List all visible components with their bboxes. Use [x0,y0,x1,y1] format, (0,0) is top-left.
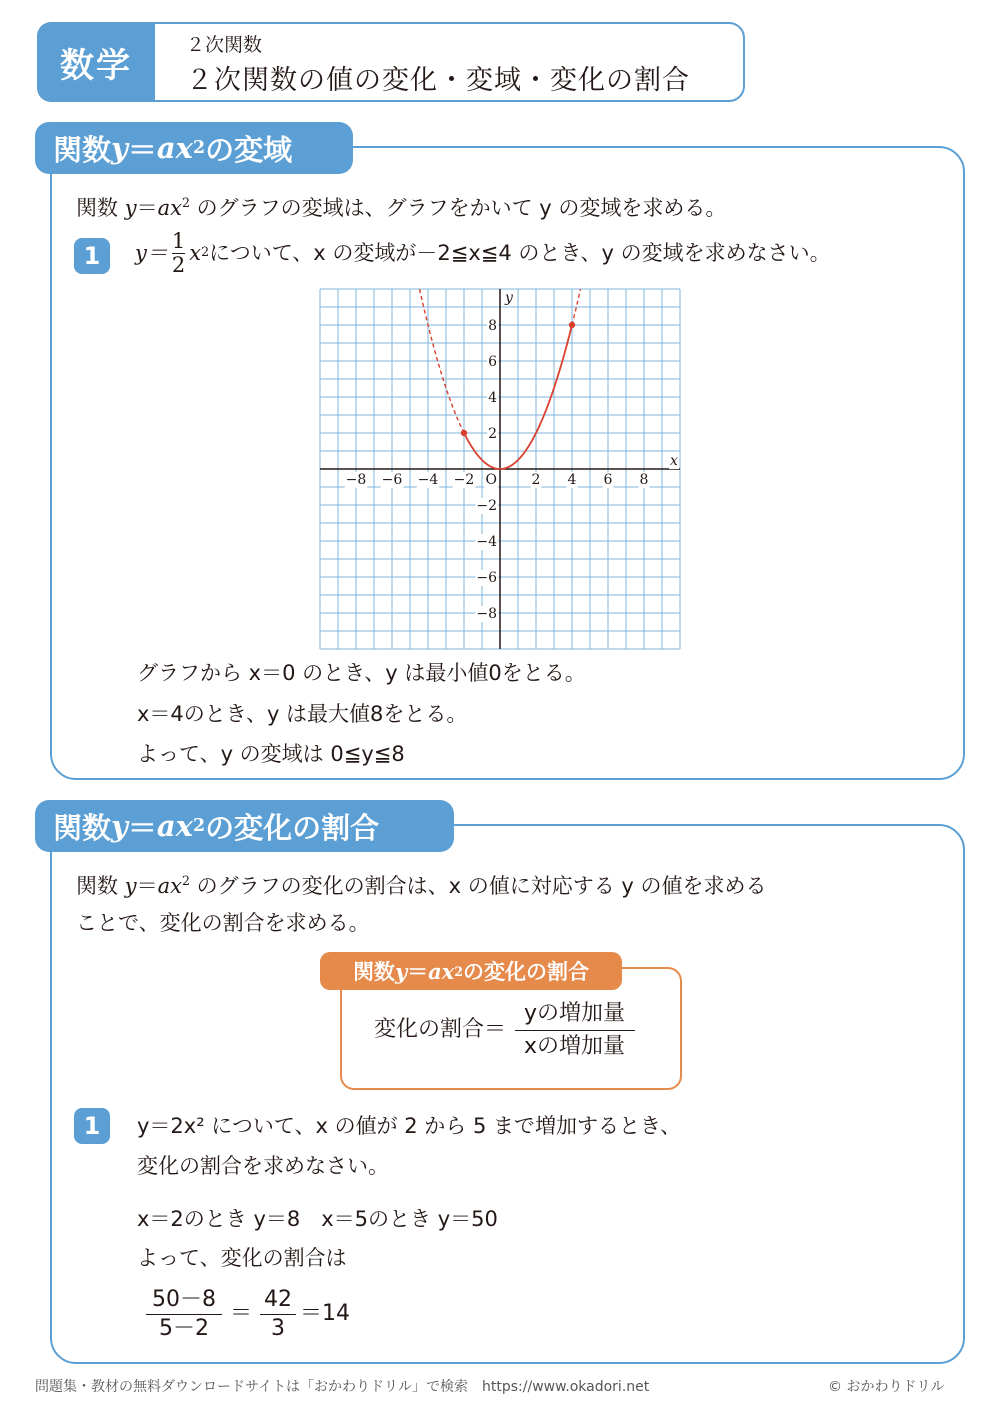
problem2-line1: y＝2x² について、x の値が 2 から 5 まで増加するとき、 [137,1114,682,1138]
footer-text: 問題集・教材の無料ダウンロードサイトは「おかわりドリル」で検索 https://www.okadori.net [35,1379,650,1395]
answer2-line1: x＝2のとき y＝8 x＝5のとき y＝50 [137,1207,498,1231]
y-tick-label: 4 [488,390,497,406]
endpoint-marker [461,430,467,436]
unit-label: ２次関数 [186,34,263,56]
x-tick-label: 4 [567,472,577,488]
section2-intro-line2: ことで、変化の割合を求める。 [76,911,370,935]
origin-label: O [485,472,497,488]
answer2-calculation: $\frac{50-8}{5-2}$ ＝ $\frac{42}{3}$ ＝14 [142,1288,350,1341]
problem2-line2: 変化の割合を求めなさい。 [137,1154,389,1178]
section2-intro-line1: 関数 $y=ax^2$ のグラフの変化の割合は、x の値に対応する y の値を求める [76,873,767,898]
x-tick-label: 2 [531,472,541,488]
section2-panel [50,824,965,1364]
answer2-line2: よって、変化の割合は [137,1246,347,1270]
answer1-line3: よって、y の変域は 0≦y≦8 [137,742,405,766]
x-tick-label: −6 [381,472,403,488]
y-tick-label: 6 [488,354,497,370]
problem2-number-badge: 1 [74,1108,110,1144]
x-axis-label: x [670,453,678,469]
problem1-number-badge: 1 [74,238,110,274]
page-title: ２次関数の値の変化・変域・変化の割合 [186,65,690,96]
section2-heading: 関数 y ＝ ax 2 の変化の割合 [35,800,454,852]
section1-intro: 関数 $y=ax^2$ のグラフの変域は、グラフをかいて y の変域を求める。 [76,195,727,220]
problem1-question: y＝ $\frac{1}{2}$ x 2 について、x の変域が－2≦x≦4 のとき、y の変域を求めなさい。 [135,229,831,278]
rate-formula: 変化の割合＝ $\frac{\text{yの増加量}}{\text{xの増加量}}$ [374,1002,639,1059]
section1-heading: 関数 y ＝ ax 2 の変域 [35,122,353,174]
subject-badge: 数学 [37,22,155,102]
y-tick-label: −6 [476,570,497,586]
y-tick-label: −8 [476,606,497,622]
x-tick-label: 8 [639,472,649,488]
endpoint-marker [569,322,575,328]
y-axis-label: y [505,290,513,306]
answer1-line2: x＝4のとき、y は最大値8をとる。 [137,702,468,726]
parabola-graph [319,288,681,650]
x-tick-label: −2 [453,472,475,488]
y-tick-label: 2 [488,426,497,442]
y-tick-label: −2 [476,498,497,514]
x-tick-label: 6 [603,472,613,488]
footer-copyright: © おかわりドリル [828,1379,945,1395]
formula-box-title: 関数 y ＝ ax 2 の変化の割合 [320,952,622,990]
x-tick-label: −8 [345,472,367,488]
y-tick-label: 8 [488,318,497,334]
answer1-line1: グラフから x＝0 のとき、y は最小値0をとる。 [137,661,586,685]
y-tick-label: −4 [476,534,497,550]
x-tick-label: −4 [417,472,439,488]
